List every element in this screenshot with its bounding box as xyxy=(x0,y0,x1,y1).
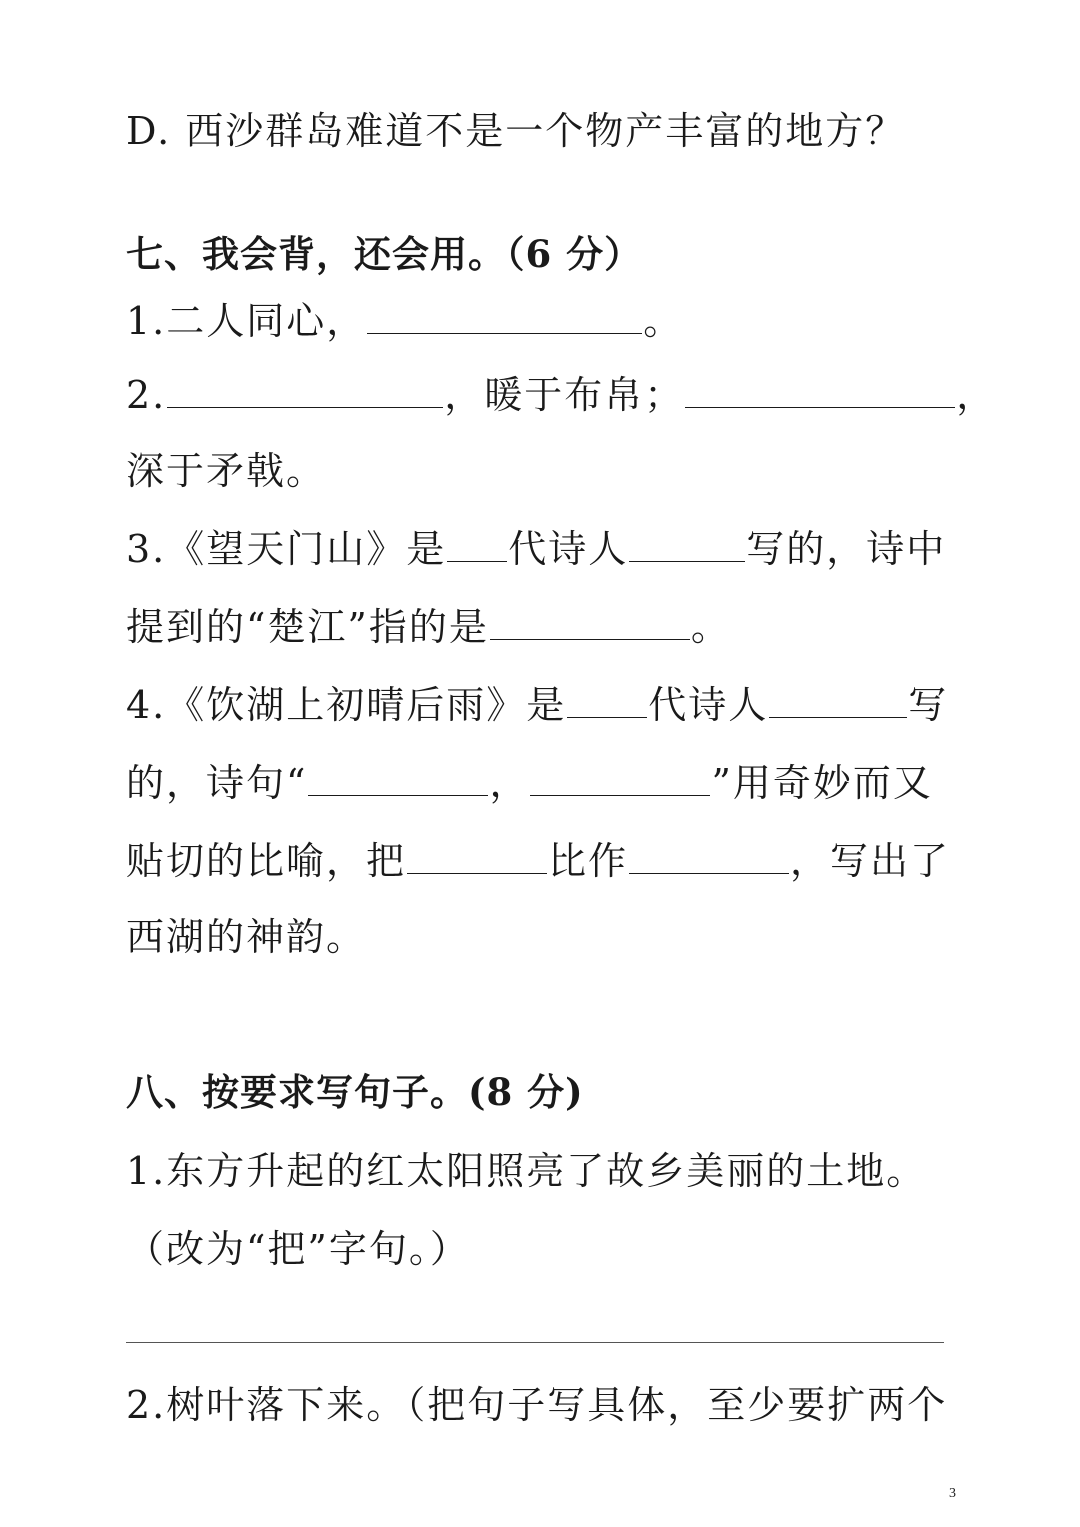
option-d: D. 西沙群岛难道不是一个物产丰富的地方？ xyxy=(126,109,906,153)
question-7-3: 3.《望天门山》是 代诗人 写的，诗中 xyxy=(126,527,947,571)
question-7-2: 2. ，暖于布帛； ， xyxy=(126,373,997,417)
answer-blank[interactable] xyxy=(629,531,745,562)
page-number: 3 xyxy=(949,1486,956,1501)
answer-blank[interactable] xyxy=(167,377,443,408)
answer-blank[interactable] xyxy=(567,687,647,718)
section-7-heading: 七、我会背，还会用。（6 分） xyxy=(126,232,643,276)
question-8-2: 2.树叶落下来。（把句子写具体，至少要扩两个 xyxy=(126,1383,948,1427)
question-8-1-hint: （改为“把”字句。） xyxy=(126,1227,470,1271)
question-7-4-cont-2: 贴切的比喻，把 比作 ，写出了 xyxy=(126,839,951,883)
answer-blank[interactable] xyxy=(685,377,955,408)
answer-blank[interactable] xyxy=(367,303,642,334)
question-7-4-cont-3: 西湖的神韵。 xyxy=(126,915,367,959)
answer-blank[interactable] xyxy=(629,843,789,874)
answer-blank[interactable] xyxy=(769,687,907,718)
answer-blank[interactable] xyxy=(447,531,507,562)
question-7-2-cont: 深于矛戟。 xyxy=(126,449,327,493)
answer-blank[interactable] xyxy=(308,765,488,796)
answer-line[interactable] xyxy=(126,1342,944,1343)
answer-blank[interactable] xyxy=(530,765,710,796)
answer-blank[interactable] xyxy=(407,843,547,874)
question-8-1: 1.东方升起的红太阳照亮了故乡美丽的土地。 xyxy=(126,1149,927,1193)
answer-blank[interactable] xyxy=(490,609,690,640)
question-7-3-cont: 提到的“楚江”指的是 。 xyxy=(126,605,731,649)
question-7-4: 4.《饮湖上初晴后雨》是 代诗人 写 xyxy=(126,683,949,727)
section-8-heading: 八、按要求写句子。(8 分) xyxy=(126,1070,584,1114)
question-7-1: 1.二人同心， 。 xyxy=(126,299,684,343)
question-7-4-cont-1: 的，诗句“ ， ”用奇妙而又 xyxy=(126,761,933,805)
